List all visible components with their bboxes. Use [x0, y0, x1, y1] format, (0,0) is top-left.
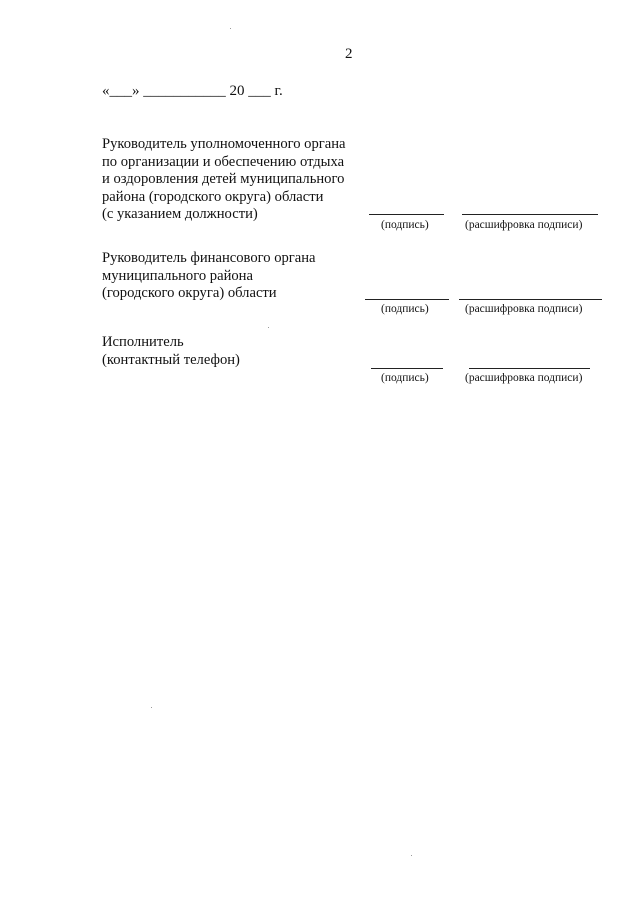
block-1-signature-caption: (подпись): [381, 219, 429, 231]
block-3-signature-line: [371, 368, 443, 369]
block-2-title-line: (городского округа) области: [102, 285, 277, 302]
block-3-title-line: (контактный телефон): [102, 351, 240, 368]
block-1-decoding-caption: (расшифровка подписи): [465, 219, 583, 231]
block-2-title-line: Руководитель финансового органа: [102, 250, 316, 266]
block-3-decoding-line: [469, 368, 590, 369]
block-2-signature-line: [365, 299, 449, 300]
block-1-title-line: по организации и обеспечению отдыха: [102, 153, 345, 170]
block-2-decoding-line: [459, 299, 602, 300]
scan-speck: [151, 707, 152, 708]
scan-speck: [230, 28, 231, 29]
block-1-decoding-line: [462, 214, 598, 215]
scan-speck: [268, 327, 269, 328]
date-line: «___» ___________ 20 ___ г.: [102, 83, 283, 99]
block-3-signature-caption: (подпись): [381, 372, 429, 384]
block-2-title: [102, 250, 316, 303]
block-1-title-line: и оздоровления детей муниципального: [102, 171, 345, 188]
block-3-title-line: Исполнитель: [102, 334, 184, 350]
block-1-title: [102, 136, 346, 224]
block-1-title-line: (с указанием должности): [102, 206, 258, 223]
block-3-title: [102, 334, 240, 369]
block-2-signature-caption: (подпись): [381, 303, 429, 315]
block-3-decoding-caption: (расшифровка подписи): [465, 372, 583, 384]
block-2-decoding-caption: (расшифровка подписи): [465, 303, 583, 315]
block-1-title-line: Руководитель уполномоченного органа: [102, 136, 346, 152]
scan-speck: [411, 855, 412, 856]
page-number: 2: [345, 46, 353, 62]
block-2-title-line: муниципального района: [102, 267, 253, 284]
block-1-title-line: района (городского округа) области: [102, 188, 324, 205]
block-1-signature-line: [369, 214, 444, 215]
